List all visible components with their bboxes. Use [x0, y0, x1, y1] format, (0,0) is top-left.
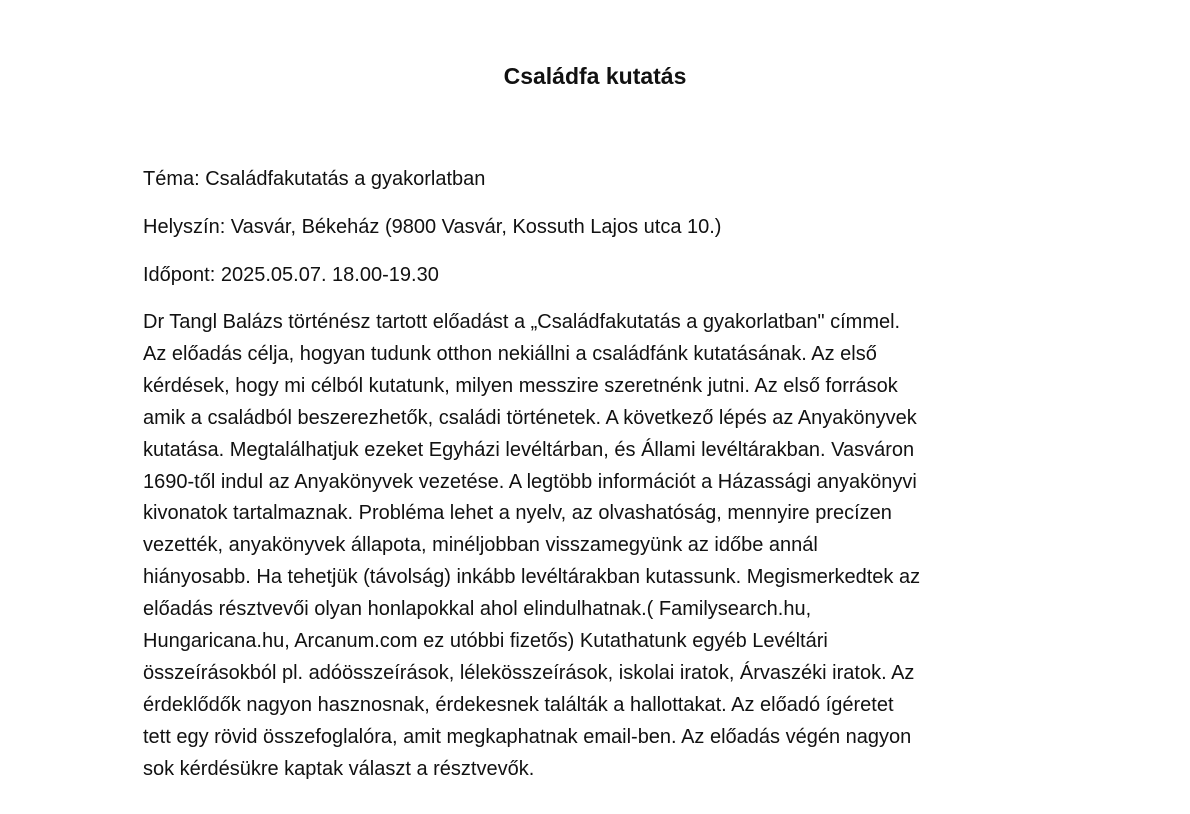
summary-line: kivonatok tartalmaznak. Probléma lehet a nyelv, az olvashatóság, mennyire precízen: [143, 502, 892, 525]
summary-line: amik a családból beszerezhetők, családi történetek. A következő lépés az Anyakönyvek: [143, 406, 917, 429]
summary-line: hiányosabb. Ha tehetjük (távolság) inkább levéltárakban kutassunk. Megismerkedtek az: [143, 566, 921, 589]
event-summary: [143, 307, 1143, 786]
summary-line: előadás résztvevői olyan honlapokkal ahol elindulhatnak.( Familysearch.hu,: [143, 598, 812, 621]
event-topic: Téma: Családfakutatás a gyakorlatban: [143, 168, 486, 190]
event-time: Időpont: 2025.05.07. 18.00-19.30: [143, 264, 439, 286]
document-title: Családfa kutatás: [503, 63, 687, 89]
summary-line: Az előadás célja, hogyan tudunk otthon nekiállni a családfánk kutatásának. Az első: [143, 342, 877, 365]
summary-line: összeírásokból pl. adóösszeírások, lélekösszeírások, iskolai iratok, Árvaszéki iratok. Az: [143, 661, 915, 684]
summary-line: tett egy rövid összefoglalóra, amit megkaphatnak email-ben. Az előadás végén nagyon: [143, 725, 912, 748]
summary-line: Dr Tangl Balázs történész tartott előadást a „Családfakutatás a gyakorlatban" címmel.: [143, 311, 901, 333]
summary-line: sok kérdésükre kaptak választ a résztvevők.: [143, 757, 535, 780]
summary-line: Hungaricana.hu, Arcanum.com ez utóbbi fizetős) Kutathatunk egyéb Levéltári: [143, 630, 828, 653]
summary-line: kérdések, hogy mi célból kutatunk, milyen messzire szeretnénk jutni. Az első források: [143, 374, 898, 397]
summary-line: érdeklődők nagyon hasznosnak, érdekesnek találták a hallottakat. Az előadó ígéretet: [143, 693, 894, 716]
summary-line: 1690-től indul az Anyakönyvek vezetése. A legtöbb információt a Házassági anyakönyvi: [143, 470, 917, 493]
summary-line: vezették, anyakönyvek állapota, minéljobban visszamegyünk az időbe annál: [143, 534, 818, 557]
summary-line: kutatása. Megtalálhatjuk ezeket Egyházi levéltárban, és Állami levéltárakban. Vasváron: [143, 438, 915, 461]
event-location: Helyszín: Vasvár, Békeház (9800 Vasvár, Kossuth Lajos utca 10.): [143, 216, 722, 238]
